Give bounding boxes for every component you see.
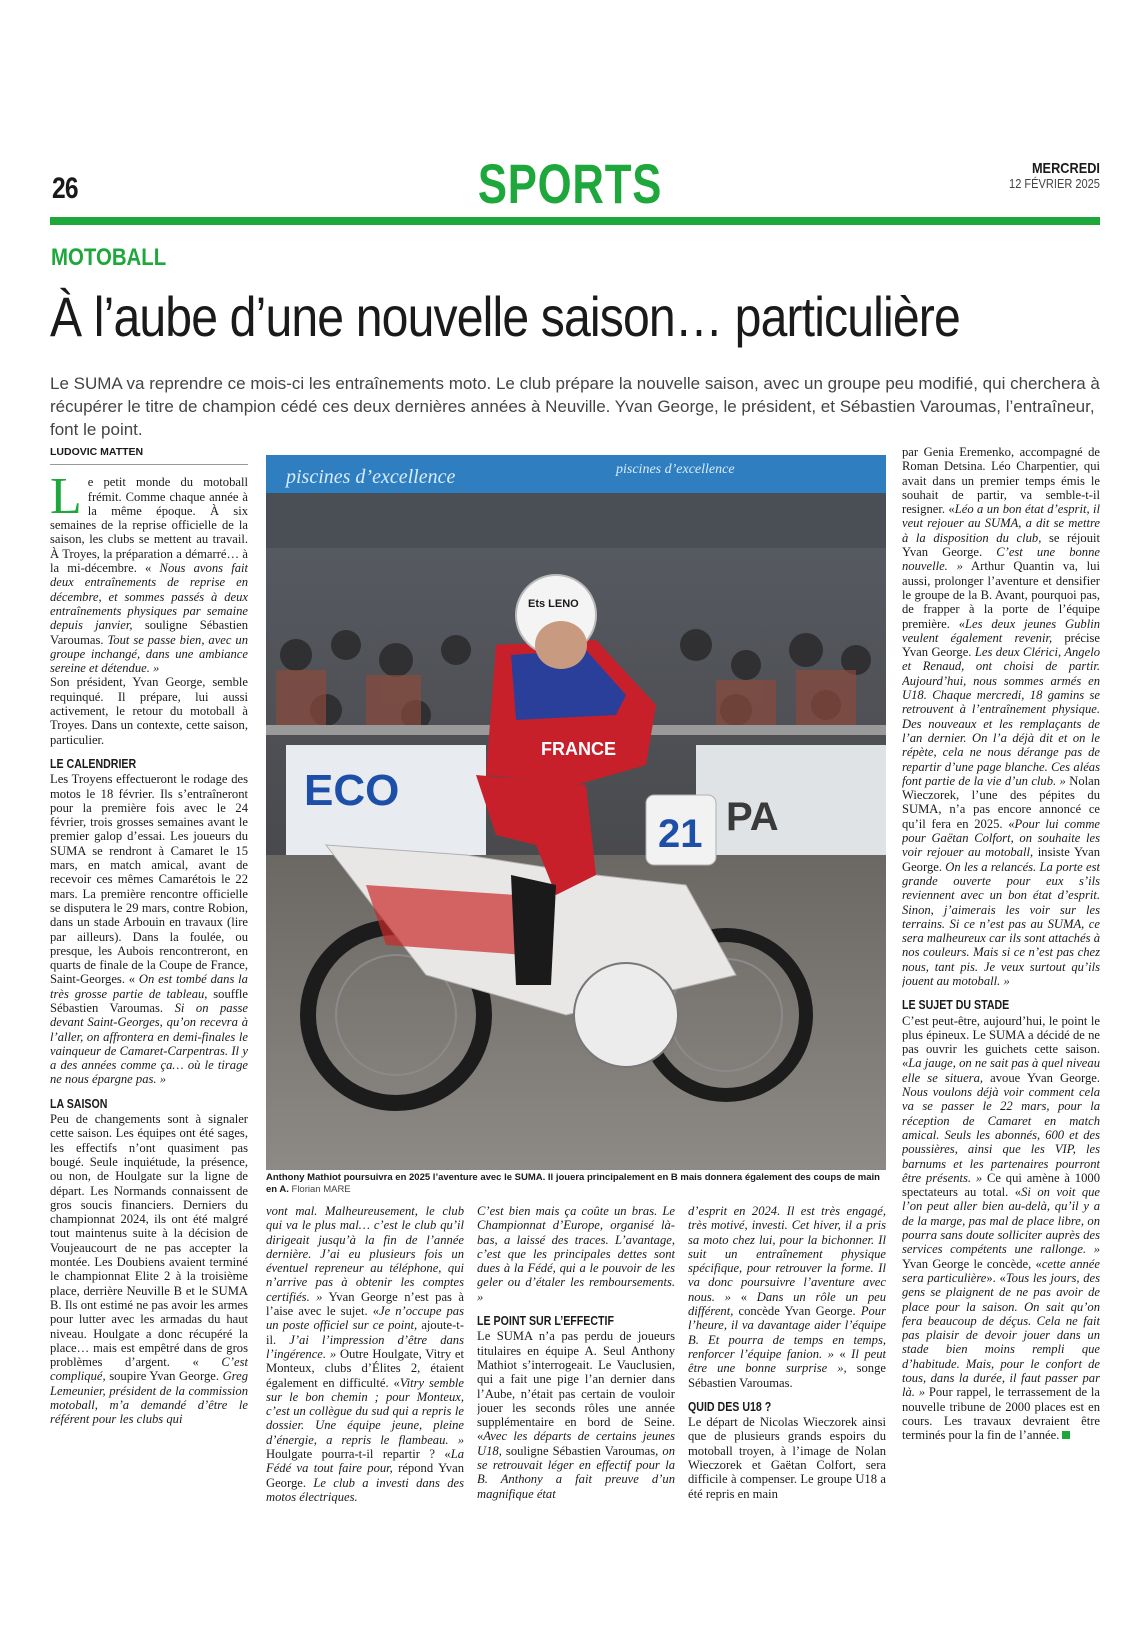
header-rule	[50, 217, 1100, 225]
page-number: 26	[52, 172, 78, 205]
motoball-rider-photo	[266, 455, 886, 1170]
saison-paragraph: Peu de changements sont à signaler cette saison. Les équipes ont été sages, les effectifs n’ont quasiment pas bougé. Seule inquiétude, la présence, ou non, de Houlgate sur la ligne de départ. Les Normands connaissent de gros soucis financiers. Derniers du championnat 2024, ils ont été malgré tout maintenus suite à la décision de Voujeaucourt de ne pas accepter la montée. Les Doubiens avaient terminé le championnat Elite 2 à la troisième place, derrière Neuville B et le SUMA B. Ils ont estimé ne pas avoir les armes pour lutter avec les armadas du haut niveau. Houlgate a donc récupéré la place… mais est empêtré dans de gros problèmes d’argent. « C’est compliqué, soupire Yvan George. Greg Lemeunier, président de la commission motoball, m’a demandé d’être le référent pour les clubs qui	[50, 1112, 248, 1427]
text-column-3	[266, 1204, 464, 1584]
svg-text:ECO: ECO	[304, 766, 400, 815]
article-lead: Le SUMA va reprendre ce mois-ci les entraînements moto. Le club prépare la nouvelle saison, avec un groupe peu modifié, qui cherchera à récupérer le titre de champion cédé ces deux dernières années à Neuville. Yvan George, le président, et Sébastien Varoumas, l’entraîneur, font le point.	[50, 374, 1100, 439]
text-column-5	[688, 1204, 886, 1584]
subhead-u18: QUID DES U18 ?	[688, 1399, 772, 1414]
subhead-effectif: LE POINT SUR L’EFFECTIF	[477, 1314, 614, 1329]
svg-text:PA: PA	[726, 795, 779, 839]
article-photo	[266, 455, 886, 1170]
photo-credit: Florian MARE	[291, 1184, 351, 1195]
subhead-stade: LE SUJET DU STADE	[902, 998, 1010, 1013]
intro-paragraph-2: Son président, Yvan George, semble requinqué. Il prépare, lui aussi activement, le retour du motoball à Troyes. Dans un contexte, cette saison, particulier.	[50, 675, 248, 747]
intro-paragraph: Le petit monde du motoball frémit. Comme chaque année à la même époque. À six semaines de la reprise officielle de la saison, les clubs se mettent au travail. À Troyes, la préparation a démarré… à la mi-décembre. « Nous avons fait deux entraînements de reprise en décembre, et sommes passés à deux entraînements physiques par semaine depuis janvier, souligne Sébastien Varoumas. Tout se passe bien, avec un groupe inchangé, dans une ambiance sereine et détendue. »	[50, 468, 248, 676]
column-3-paragraph: vont mal. Malheureusement, le club qui va le plus mal… c’est le club qu’il dirigeait jusqu’à la fin de l’année dernière. J’ai eu plusieurs fois un éventuel repreneur au téléphone, qui n’arrive pas à obtenir les comptes certifiés. » Yvan George n’est pas à l’aise avec le sujet. «Je n’occupe pas un poste officiel sur ce point, ajoute-t-il. J’ai l’impression d’être dans l’ingérence. » Outre Houlgate, Vitry et Monteux, clubs d’Élites 2, étaient également en difficulté. «Vitry semble sur le bon chemin ; pour Monteux, c’est un collègue du sud qui a repris le dossier. Une équipe jeune, pleine d’énergie, a repris le flambeau. » Houlgate pourra-t-il repartir ? «La Fédé va tout faire pour, répond Yvan George. Le club a investi dans des motos électriques.	[266, 1204, 464, 1504]
effectif-paragraph: Le SUMA n’a pas perdu de joueurs titulaires en équipe A. Seul Anthony Mathiot s’interrogeait. Le Vauclusien, qui a fait une pige l’an dernier dans l’Aube, n’était pas certain de vouloir jouer les seconds rôles une année supplémentaire en bord de Seine. «Avec les départs de certains jeunes U18, souligne Sébastien Varoumas, on se retrouvait léger en effectif pour la B. Anthony a fait preuve d’un magnifique état	[477, 1329, 675, 1501]
edition-day: MERCREDI	[1031, 160, 1100, 177]
column-6-paragraph: par Genia Eremenko, accompagné de Roman Detsina. Léo Charpentier, qui avait dans un premier temps émis le souhait de partir, va semble-t-il resigner. «Léo a un bon état d’esprit, il veut rejouer au SUMA, a dit se mettre à la disposition du club, se réjouit Yvan George. C’est une bonne nouvelle. » Arthur Quantin va, lui aussi, prolonger l’aventure et densifier le groupe de la B. Avant, pourquoi pas, de frapper à la porte de l’équipe première. «Les deux jeunes Gublin veulent également revenir, précise Yvan George. Les deux Clérici, Angelo et Renaud, ont choisi de partir. Aujourd’hui, nous sommes armés en U18. Chaque mercredi, 18 gamins se retrouvent à l’entraînement physique. Des nouveaux et les remplaçants de l’an dernier. On l’a déjà dit et on le répète, cela ne nous dérange pas de repartir d’une page blanche. Ces aléas font partie de la vie d’un club. » Nolan Wieczorek, l’une des pépites du SUMA, n’a pas encore annoncé ce qu’il fera en 2025. «Pour lui comme pour Gaëtan Colfort, on souhaite les voir rejouer au motoball, insiste Yvan George. On les a relancés. La porte est grande ouverte pour eux s’ils reviennent avec un bon état d’esprit. Sinon, j’aimerais les voir sur les terrains. Si ce n’est pas au SUMA, ce sera malheureux car ils sont attachés à nos couleurs. Mais si ce n’est pas chez nous, tant pis. Je veux surtout qu’ils jouent au motoball. »	[902, 445, 1100, 988]
end-mark	[1062, 1431, 1070, 1439]
svg-text:21: 21	[658, 812, 703, 856]
text-column-1	[50, 445, 248, 1585]
drop-cap: L	[50, 468, 82, 526]
section-title: SPORTS	[477, 152, 663, 215]
motoball-ball	[574, 963, 678, 1067]
rider-boot	[511, 875, 556, 985]
edition-full-date: 12 FÉVRIER 2025	[1009, 176, 1100, 192]
u18-paragraph: Le départ de Nicolas Wieczorek ainsi que de plusieurs grands espoirs du motoball troyen, à l’image de Nolan Wieczorek et Gaëtan Colfort, sera difficile à compenser. Le groupe U18 a été repris en main	[688, 1415, 886, 1501]
svg-text:Ets LENO: Ets LENO	[528, 598, 579, 610]
text-column-6	[902, 445, 1100, 1585]
rider-face	[535, 621, 587, 669]
calendrier-paragraph: Les Troyens effectueront le rodage des motos le 18 février. Ils s’entraîneront pour la première fois avec le 24 février, trois grosses semaines avant le premier galop d’essai. Les joueurs du SUMA se rendront à Camaret le 15 mars, en match amical, avant de recevoir ces mêmes Camarétois le 22 mars. La première rencontre officielle se disputera le 29 mars, contre Robion, dans un stade Arbouin en travaux (lire par ailleurs). Dans la foulée, ou presque, les Aubois rencontreront, en quarts de finale de la Coupe de France, Saint-Georges. « On est tombé dans la très grosse partie de tableau, souffle Sébastien Varoumas. Si on passe devant Saint-Georges, qu’on recevra à l’aller, on affrontera en demi-finales le vainqueur de Camaret-Carpentras. Il y a des années comme ça… où le tirage ne nous épargne pas. »	[50, 772, 248, 1087]
svg-text:piscines d’excellence: piscines d’excellence	[286, 466, 456, 488]
stade-paragraph: C’est peut-être, aujourd’hui, le point le plus épineux. Le SUMA a décidé de ne pas ouvrir les guichets cette saison. «La jauge, on ne sait pas à quel niveau elle se situera, avoue Yvan George. Nous voulons déjà voir comment cela va se passer le 22 mars, pour la réception de Camaret en match amical. Seuls les abonnés, 600 et des poussières, ainsi que les VIP, les barnums et les partenaires pourront être présents. » Ce qui amène à 1000 spectateurs au total. «Si on voit que l’on peut aller bien au-delà, qu’il y a de la marge, pas mal de place libre, on pourra sans doute solliciter auprès des services compétents une rallonge. » Yvan George le concède, «cette année sera particulière». «Tous les jours, des gens se plaignent de ne pas avoir de place pour la saison. On sait qu’on fera beaucoup de déçus. Cela ne fait pas plaisir de devoir jouer dans un stade bien moins rempli que d’habitude. Mais, pour le confort de tous, dans la durée, il faut passer par là. » Pour rappel, le terrassement de la nouvelle tribune de 2000 places est en cours. Les travaux devraient être terminés pour la fin de l’année.	[902, 1013, 1100, 1443]
subhead-calendrier: LE CALENDRIER	[50, 756, 137, 771]
svg-text:FRANCE: FRANCE	[541, 739, 616, 759]
subhead-saison: LA SAISON	[50, 1096, 108, 1111]
column-4-paragraph: C’est bien mais ça coûte un bras. Le Championnat d’Europe, organisé là-bas, a laissé des traces. L’avantage, c’est que les principales dettes sont dues à la Fédé, qui a le pouvoir de les geler ou d’étaler les remboursements. »	[477, 1204, 675, 1304]
svg-text:piscines d’excellence: piscines d’excellence	[616, 462, 735, 477]
article-kicker: MOTOBALL	[51, 244, 167, 271]
text-column-4	[477, 1204, 675, 1584]
article-title: À l’aube d’une nouvelle saison… particulière	[50, 285, 960, 348]
photo-caption: Anthony Mathiot poursuivra en 2025 l’aventure avec le SUMA. Il jouera principalement en B mais donnera également des coups de main en A. Florian MARE	[266, 1172, 880, 1195]
column-5-paragraph: d’esprit en 2024. Il est très engagé, très motivé, investi. Cet hiver, il a pris sa moto chez lui, pour la bichonner. Il suit un entraînement physique spécifique, pour retrouver la forme. Il va donc poursuivre l’aventure avec nous. » « Dans un rôle un peu différent, concède Yvan George. Pour l’heure, il va davantage aider l’équipe B. Et pourra de temps en temps, renforcer l’équipe fanion. » « Il peut être une bonne surprise », songe Sébastien Varoumas.	[688, 1204, 886, 1390]
edition-date	[993, 160, 1100, 192]
article-author: LUDOVIC MATTEN	[50, 445, 248, 465]
